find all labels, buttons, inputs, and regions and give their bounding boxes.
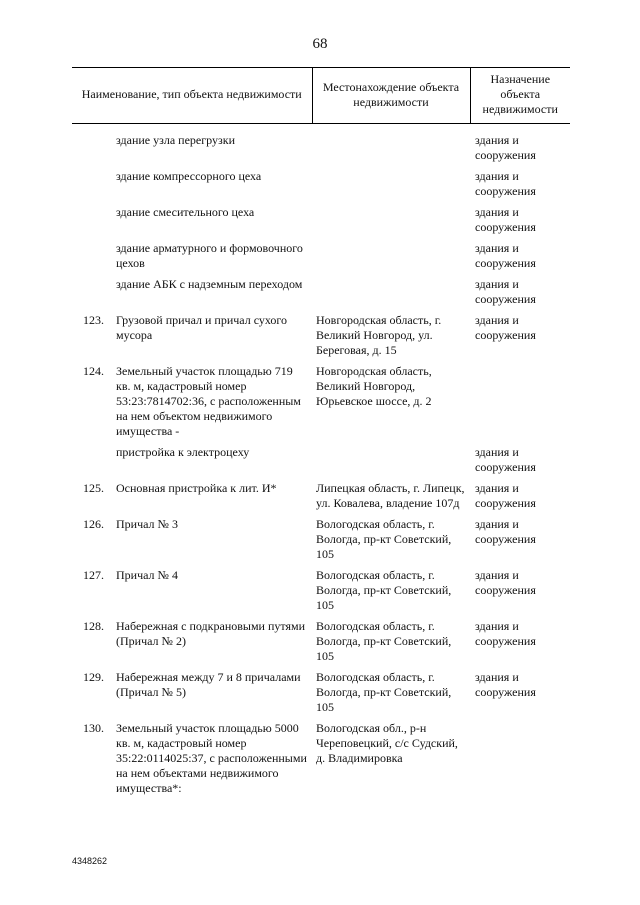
table-row <box>72 124 570 170</box>
row-location: Вологодская обл., р-н Череповецкий, с/с Судский, д. Владимировка <box>316 721 458 765</box>
row-location <box>312 124 470 170</box>
row-location: Новгородская область, Великий Новгород, Юрьевское шоссе, д. 2 <box>316 364 432 408</box>
footer-document-code: 4348262 <box>72 856 108 866</box>
row-number <box>72 277 112 313</box>
row-purpose: здания и сооружения <box>475 568 536 597</box>
table-row <box>72 445 570 481</box>
row-number <box>72 241 112 277</box>
row-purpose: здания и сооружения <box>475 205 536 234</box>
row-purpose: здания и сооружения <box>475 241 536 270</box>
row-object-name: здание АБК с надземным переходом <box>116 277 303 291</box>
row-location: Вологодская область, г. Вологда, пр-кт Советский, 105 <box>316 568 452 612</box>
row-location <box>312 169 470 205</box>
row-location: Вологодская область, г. Вологда, пр-кт Советский, 105 <box>316 670 452 714</box>
row-purpose: здания и сооружения <box>475 445 536 474</box>
row-purpose: здания и сооружения <box>475 313 536 342</box>
row-number: 125. <box>83 481 104 495</box>
row-number: 129. <box>83 670 104 684</box>
row-object-name: здание смесительного цеха <box>116 205 255 219</box>
table-row <box>72 205 570 241</box>
row-purpose: здания и сооружения <box>475 670 536 699</box>
row-location: Вологодская область, г. Вологда, пр-кт Советский, 105 <box>316 517 452 561</box>
property-table <box>72 67 570 802</box>
row-object-name: Земельный участок площадью 5000 кв. м, кадастровый номер 35:22:0114025:37, с расположенными на нем объектами недвижимого имущества*: <box>116 721 307 795</box>
row-object-name: здание компрессорного цеха <box>116 169 262 183</box>
row-number: 124. <box>83 364 104 378</box>
row-number: 123. <box>83 313 104 327</box>
header-name: Наименование, тип объекта недвижимости <box>72 68 312 124</box>
table-row <box>72 721 570 802</box>
row-purpose: здания и сооружения <box>475 619 536 648</box>
page-number: 68 <box>312 36 328 52</box>
table-header <box>72 68 570 124</box>
row-object-name: Основная пристройка к лит. И* <box>116 481 277 495</box>
header-location: Местонахождение объекта недвижимости <box>312 68 470 124</box>
row-purpose <box>470 364 570 445</box>
row-object-name: здание узла перегрузки <box>116 133 236 147</box>
row-object-name: Грузовой причал и причал сухого мусора <box>116 313 288 342</box>
table-row <box>72 670 570 721</box>
row-purpose: здания и сооружения <box>475 277 536 306</box>
row-location <box>312 241 470 277</box>
row-number <box>72 169 112 205</box>
row-object-name: Набережная с подкрановыми путями (Причал № 2) <box>116 619 306 648</box>
row-number: 130. <box>83 721 104 735</box>
table-row <box>72 241 570 277</box>
row-location: Новгородская область, г. Великий Новгород, ул. Береговая, д. 15 <box>316 313 442 357</box>
table-row <box>72 169 570 205</box>
row-location <box>312 445 470 481</box>
row-purpose <box>470 721 570 802</box>
row-number: 128. <box>83 619 104 633</box>
table-row <box>72 568 570 619</box>
table-row <box>72 619 570 670</box>
row-purpose: здания и сооружения <box>475 169 536 198</box>
row-location <box>312 205 470 241</box>
table-row <box>72 481 570 517</box>
row-object-name: пристройка к электроцеху <box>116 445 250 459</box>
row-number: 126. <box>83 517 104 531</box>
row-object-name: Причал № 4 <box>116 568 178 582</box>
row-number <box>72 205 112 241</box>
table-row <box>72 277 570 313</box>
table-row <box>72 313 570 364</box>
table-body <box>72 124 570 803</box>
row-number <box>72 445 112 481</box>
row-number: 127. <box>83 568 104 582</box>
row-object-name: Земельный участок площадью 719 кв. м, кадастровый номер 53:23:7814702:36, с расположенным на нем объектом недвижимого имущества - <box>116 364 301 438</box>
row-location: Липецкая область, г. Липецк, ул. Ковалева, владение 107д <box>316 481 465 510</box>
table-row <box>72 364 570 445</box>
row-object-name: здание арматурного и формовочного цехов <box>116 241 303 270</box>
row-purpose: здания и сооружения <box>475 133 536 162</box>
row-number <box>72 124 112 170</box>
row-location <box>312 277 470 313</box>
row-object-name: Набережная между 7 и 8 причалами (Причал № 5) <box>116 670 301 699</box>
row-purpose: здания и сооружения <box>475 481 536 510</box>
row-purpose: здания и сооружения <box>475 517 536 546</box>
header-purpose: Назначение объекта недвижимости <box>470 68 570 124</box>
table-row <box>72 517 570 568</box>
row-object-name: Причал № 3 <box>116 517 178 531</box>
row-location: Вологодская область, г. Вологда, пр-кт Советский, 105 <box>316 619 452 663</box>
